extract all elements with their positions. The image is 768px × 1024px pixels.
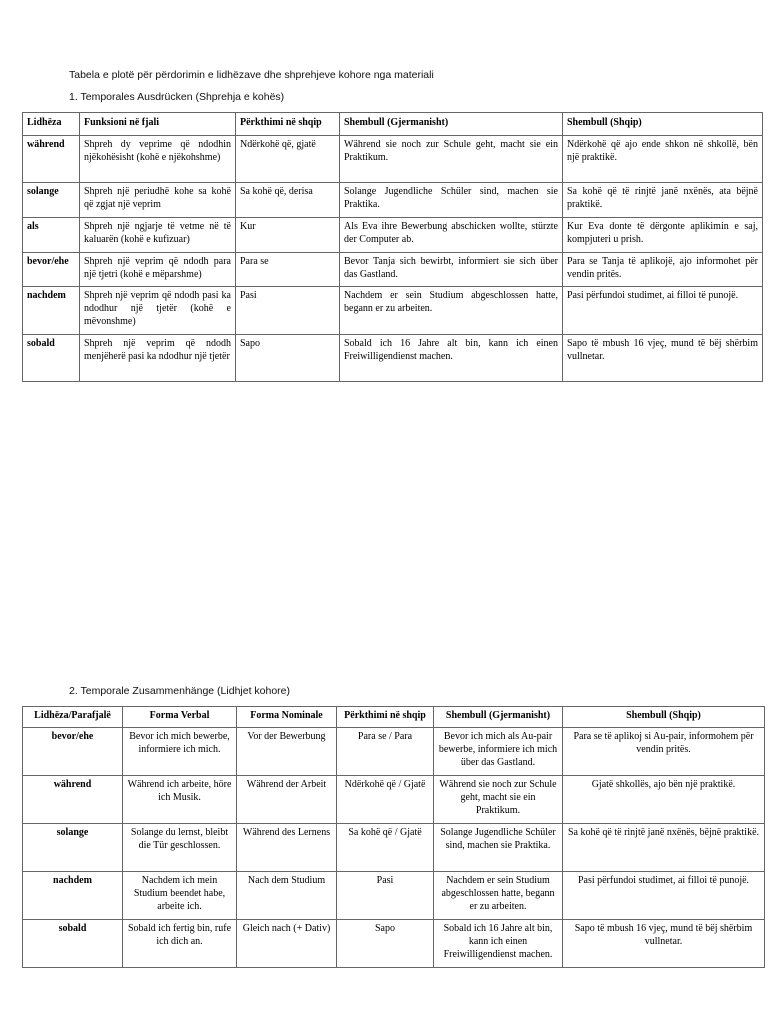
table-cell: Solange Jugendliche Schüler sind, machen sie Praktika. [340, 183, 563, 218]
header-lidheza: Lidhëza [23, 113, 80, 136]
table-cell: Ndërkohë që, gjatë [236, 136, 340, 183]
table-cell: Para se Tanja të aplikojë, ajo informohet për vendin pritës. [563, 253, 763, 287]
table-cell: Gjatë shkollës, ajo bën një praktikë. [563, 776, 765, 824]
header-funksioni: Funksioni në fjali [80, 113, 236, 136]
table-cell: Ndërkohë që / Gjatë [337, 776, 434, 824]
table-row [23, 183, 763, 218]
table-cell: Nachdem ich mein Studium beendet habe, arbeite ich. [123, 872, 237, 920]
table-row [23, 920, 765, 968]
table-cell: während [23, 136, 80, 183]
table-cell: Sa kohë që / Gjatë [337, 824, 434, 872]
table-cell: Kur Eva donte të dërgonte aplikimin e saj, kompjuteri u prish. [563, 218, 763, 253]
table-cell: Shpreh një veprim që ndodh menjëherë pasi ka ndodhur një tjetër [80, 335, 236, 382]
table-cell: Shpreh një veprim që ndodh pasi ka ndodhur një tjetër (kohë e mëvonshme) [80, 287, 236, 335]
table-cell: Shpreh dy veprime që ndodhin njëkohësisht (kohë e njëkohshme) [80, 136, 236, 183]
table-cell: Während ich arbeite, höre ich Musik. [123, 776, 237, 824]
table-cell: Sapo [337, 920, 434, 968]
table-cell: Bevor Tanja sich bewirbt, informiert sie sich über das Gastland. [340, 253, 563, 287]
table-row [23, 287, 763, 335]
table-cell: Para se [236, 253, 340, 287]
header-perkthimi: Përkthimi në shqip [337, 707, 434, 728]
table-cell: Sapo të mbush 16 vjeç, mund të bëj shërbim vullnetar. [563, 335, 763, 382]
table-cell: Sa kohë që, derisa [236, 183, 340, 218]
table-cell: sobald [23, 920, 123, 968]
table-cell: sobald [23, 335, 80, 382]
table-cell: während [23, 776, 123, 824]
header-shembull-sq: Shembull (Shqip) [563, 707, 765, 728]
table-row [23, 776, 765, 824]
table-cell: Sa kohë që të rinjtë janë nxënës, bëjnë praktikë. [563, 824, 765, 872]
table-cell: Während sie noch zur Schule geht, macht sie ein Praktikum. [434, 776, 563, 824]
table-cell: nachdem [23, 872, 123, 920]
table-cell: Sapo [236, 335, 340, 382]
temporal-relations-table [22, 706, 765, 968]
table-row [23, 728, 765, 776]
table-cell: Sa kohë që të rinjtë janë nxënës, ata bëjnë praktikë. [563, 183, 763, 218]
table-cell: Nachdem er sein Studium abgeschlossen hatte, begann er zu arbeiten. [434, 872, 563, 920]
table-cell: als [23, 218, 80, 253]
table-cell: Ndërkohë që ajo ende shkon në shkollë, bën një praktikë. [563, 136, 763, 183]
section2-title: 2. Temporale Zusammenhänge (Lidhjet kohore) [69, 685, 291, 697]
section1-title: 1. Temporales Ausdrücken (Shprehja e kohës) [69, 91, 285, 103]
table-row [23, 824, 765, 872]
table-cell: Kur [236, 218, 340, 253]
table-cell: Während der Arbeit [237, 776, 337, 824]
table-cell: Solange du lernst, bleibt die Tür geschlossen. [123, 824, 237, 872]
table-cell: Para se / Para [337, 728, 434, 776]
table-header-row [23, 113, 763, 136]
header-forma-nominale: Forma Nominale [237, 707, 337, 728]
table-cell: Bevor ich mich als Au-pair bewerbe, informiere ich mich über das Gastland. [434, 728, 563, 776]
table-cell: Solange Jugendliche Schüler sind, machen sie Praktika. [434, 824, 563, 872]
table-cell: Sobald ich 16 Jahre alt bin, kann ich einen Freiwilligendienst machen. [434, 920, 563, 968]
table-cell: Sobald ich fertig bin, rufe ich dich an. [123, 920, 237, 968]
table-cell: solange [23, 183, 80, 218]
header-perkthimi: Përkthimi në shqip [236, 113, 340, 136]
table-cell: Während sie noch zur Schule geht, macht sie ein Praktikum. [340, 136, 563, 183]
table-cell: nachdem [23, 287, 80, 335]
table-header-row [23, 707, 765, 728]
header-shembull-sq: Shembull (Shqip) [563, 113, 763, 136]
header-forma-verbal: Forma Verbal [123, 707, 237, 728]
table-cell: Para se të aplikoj si Au-pair, informohem për vendin pritës. [563, 728, 765, 776]
table-cell: Sobald ich 16 Jahre alt bin, kann ich einen Freiwilligendienst machen. [340, 335, 563, 382]
table-cell: Als Eva ihre Bewerbung abschicken wollte, stürzte der Computer ab. [340, 218, 563, 253]
table-cell: Sapo të mbush 16 vjeç, mund të bëj shërbim vullnetar. [563, 920, 765, 968]
table-cell: Shpreh një ngjarje të vetme në të kaluarën (kohë e kufizuar) [80, 218, 236, 253]
table-cell: Pasi [337, 872, 434, 920]
table-cell: Shpreh një veprim që ndodh para një tjetri (kohë e mëparshme) [80, 253, 236, 287]
table-cell: Während des Lernens [237, 824, 337, 872]
table-row [23, 335, 763, 382]
table-cell: Pasi përfundoi studimet, ai filloi të punojë. [563, 872, 765, 920]
table-cell: Pasi [236, 287, 340, 335]
header-shembull-de: Shembull (Gjermanisht) [340, 113, 563, 136]
table-row [23, 218, 763, 253]
document-title: Tabela e plotë për përdorimin e lidhëzave dhe shprehjeve kohore nga materiali [69, 69, 434, 81]
table-cell: Nachdem er sein Studium abgeschlossen hatte, begann er zu arbeiten. [340, 287, 563, 335]
table-cell: bevor/ehe [23, 728, 123, 776]
table-cell: bevor/ehe [23, 253, 80, 287]
table-cell: Bevor ich mich bewerbe, informiere ich mich. [123, 728, 237, 776]
table-cell: Pasi përfundoi studimet, ai filloi të punojë. [563, 287, 763, 335]
table-row [23, 253, 763, 287]
temporal-conjunctions-table [22, 112, 763, 382]
table-row [23, 872, 765, 920]
header-shembull-de: Shembull (Gjermanisht) [434, 707, 563, 728]
table-cell: Nach dem Studium [237, 872, 337, 920]
table-row [23, 136, 763, 183]
table-cell: Vor der Bewerbung [237, 728, 337, 776]
table-cell: Shpreh një periudhë kohe sa kohë që zgjat një veprim [80, 183, 236, 218]
header-lidheza-parafjale: Lidhëza/Parafjalë [23, 707, 123, 728]
table-cell: solange [23, 824, 123, 872]
table-cell: Gleich nach (+ Dativ) [237, 920, 337, 968]
